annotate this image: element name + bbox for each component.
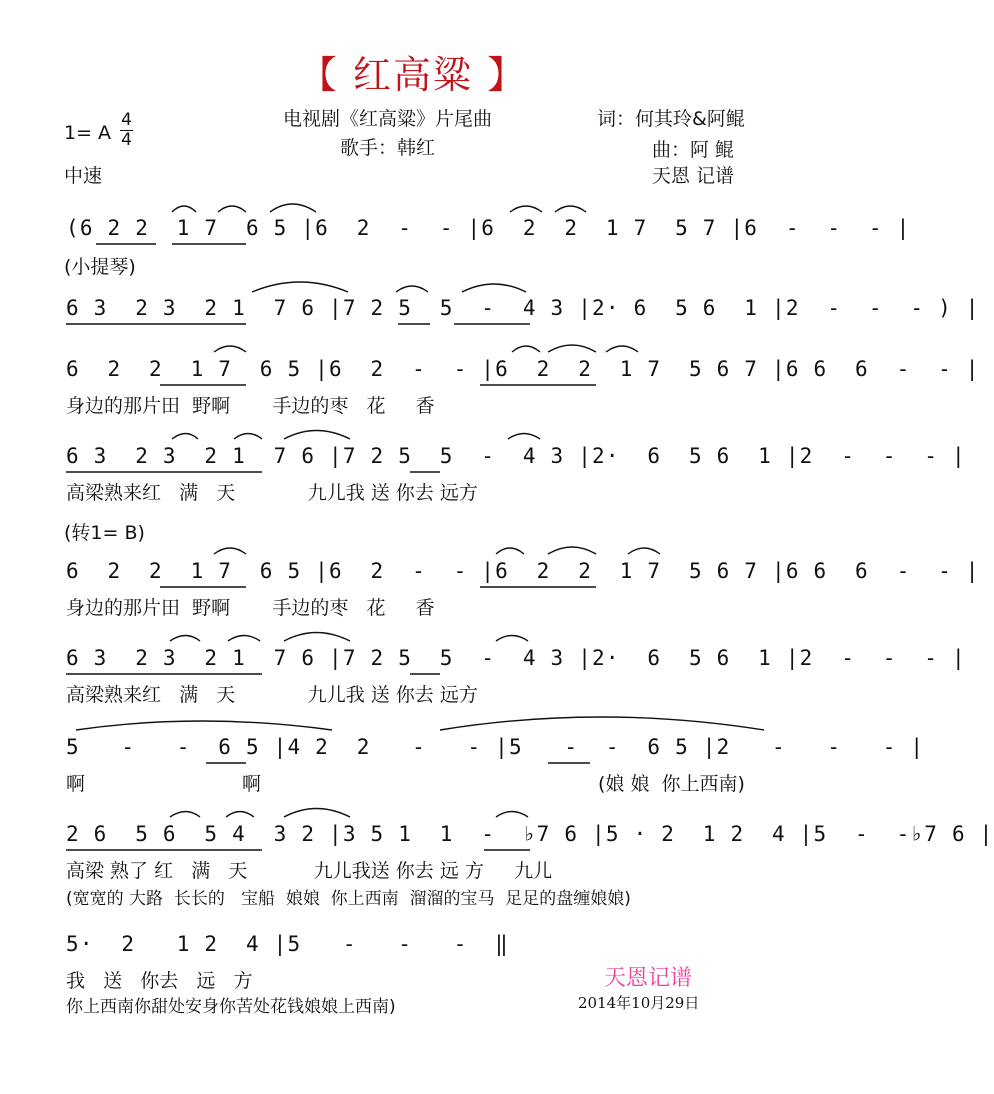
meter-top: 4	[121, 110, 132, 130]
notation: 6 3 2 3 2 1 7 6 |7 2 5 5 - 4 3 |2· 6 5 6 1 |2 - - - |	[66, 444, 966, 468]
notation: 6 3 2 3 2 1 7 6 |7 2 5 5 - 4 3 |2· 6 5 6 1 |2 - - - |	[66, 646, 966, 670]
meter-bottom: 4	[121, 130, 132, 150]
violin-label: (小提琴)	[64, 256, 136, 278]
notation: 5 - - 6 5 |4 2 2 - - |5 - - 6 5 |2 - - - |	[66, 735, 925, 759]
lyric-line: 我 送 你去 远 方	[66, 970, 253, 992]
date: 2014年10月29日	[578, 994, 700, 1012]
notation: (6 2 2 1 7 6 5 |6 2 - - |6 2 2 1 7 5 7 |6 - - - |	[66, 216, 911, 240]
song-title: 【 红高粱 】	[298, 53, 528, 97]
lyricist: 词：何其玲&阿鲲	[597, 108, 745, 130]
transcriber: 天恩 记谱	[652, 165, 735, 187]
lyric-line: 啊 啊	[66, 773, 262, 795]
modulation-label: (转1= B)	[64, 522, 145, 544]
time-signature	[120, 112, 133, 149]
notation: 6 2 2 1 7 6 5 |6 2 - - |6 2 2 1 7 5 6 7 |6 6 6 - - |	[66, 559, 980, 583]
notation: 6 2 2 1 7 6 5 |6 2 - - |6 2 2 1 7 5 6 7 |6 6 6 - - |	[66, 357, 980, 381]
lyric-line: 身边的那片田 野啊 手边的枣 花 香	[66, 395, 435, 417]
alt-lyric: (娘 娘 你上西南)	[598, 773, 745, 795]
notation: 5· 2 1 2 4 |5 - - - ‖	[66, 932, 509, 956]
lyric-line: 高梁 熟了 红 满 天 九儿我送 你去 远 方 九儿	[66, 860, 553, 882]
lyric-line: 高梁熟来红 满 天 九儿我 送 你去 远方	[66, 684, 478, 706]
lyric-line: 身边的那片田 野啊 手边的枣 花 香	[66, 597, 435, 619]
alt-lyric: 你上西南你甜处安身你苦处花钱娘娘上西南)	[66, 997, 396, 1017]
notation: 6 3 2 3 2 1 7 6 |7 2 5 5 - 4 3 |2· 6 5 6 1 |2 - - - ) |	[66, 296, 980, 320]
transcriber-stamp: 天恩记谱	[604, 966, 693, 991]
lyric-line: 高梁熟来红 满 天 九儿我 送 你去 远方	[66, 482, 478, 504]
singer: 歌手：韩红	[340, 137, 436, 159]
notation: 2 6 5 6 5 4 3 2 |3 5 1 1 - ♭7 6 |5 · 2 1 2 4 |5 - -♭7 6 |	[66, 822, 994, 846]
alt-lyric: (宽宽的 大路 长长的 宝船 娘娘 你上西南 溜溜的宝马 足足的盘缠娘娘)	[66, 889, 631, 909]
key-signature: 1= A	[64, 122, 112, 144]
composer: 曲：阿 鲲	[652, 139, 735, 161]
subtitle: 电视剧《红高粱》片尾曲	[283, 108, 493, 130]
tempo-marking: 中速	[64, 165, 103, 187]
